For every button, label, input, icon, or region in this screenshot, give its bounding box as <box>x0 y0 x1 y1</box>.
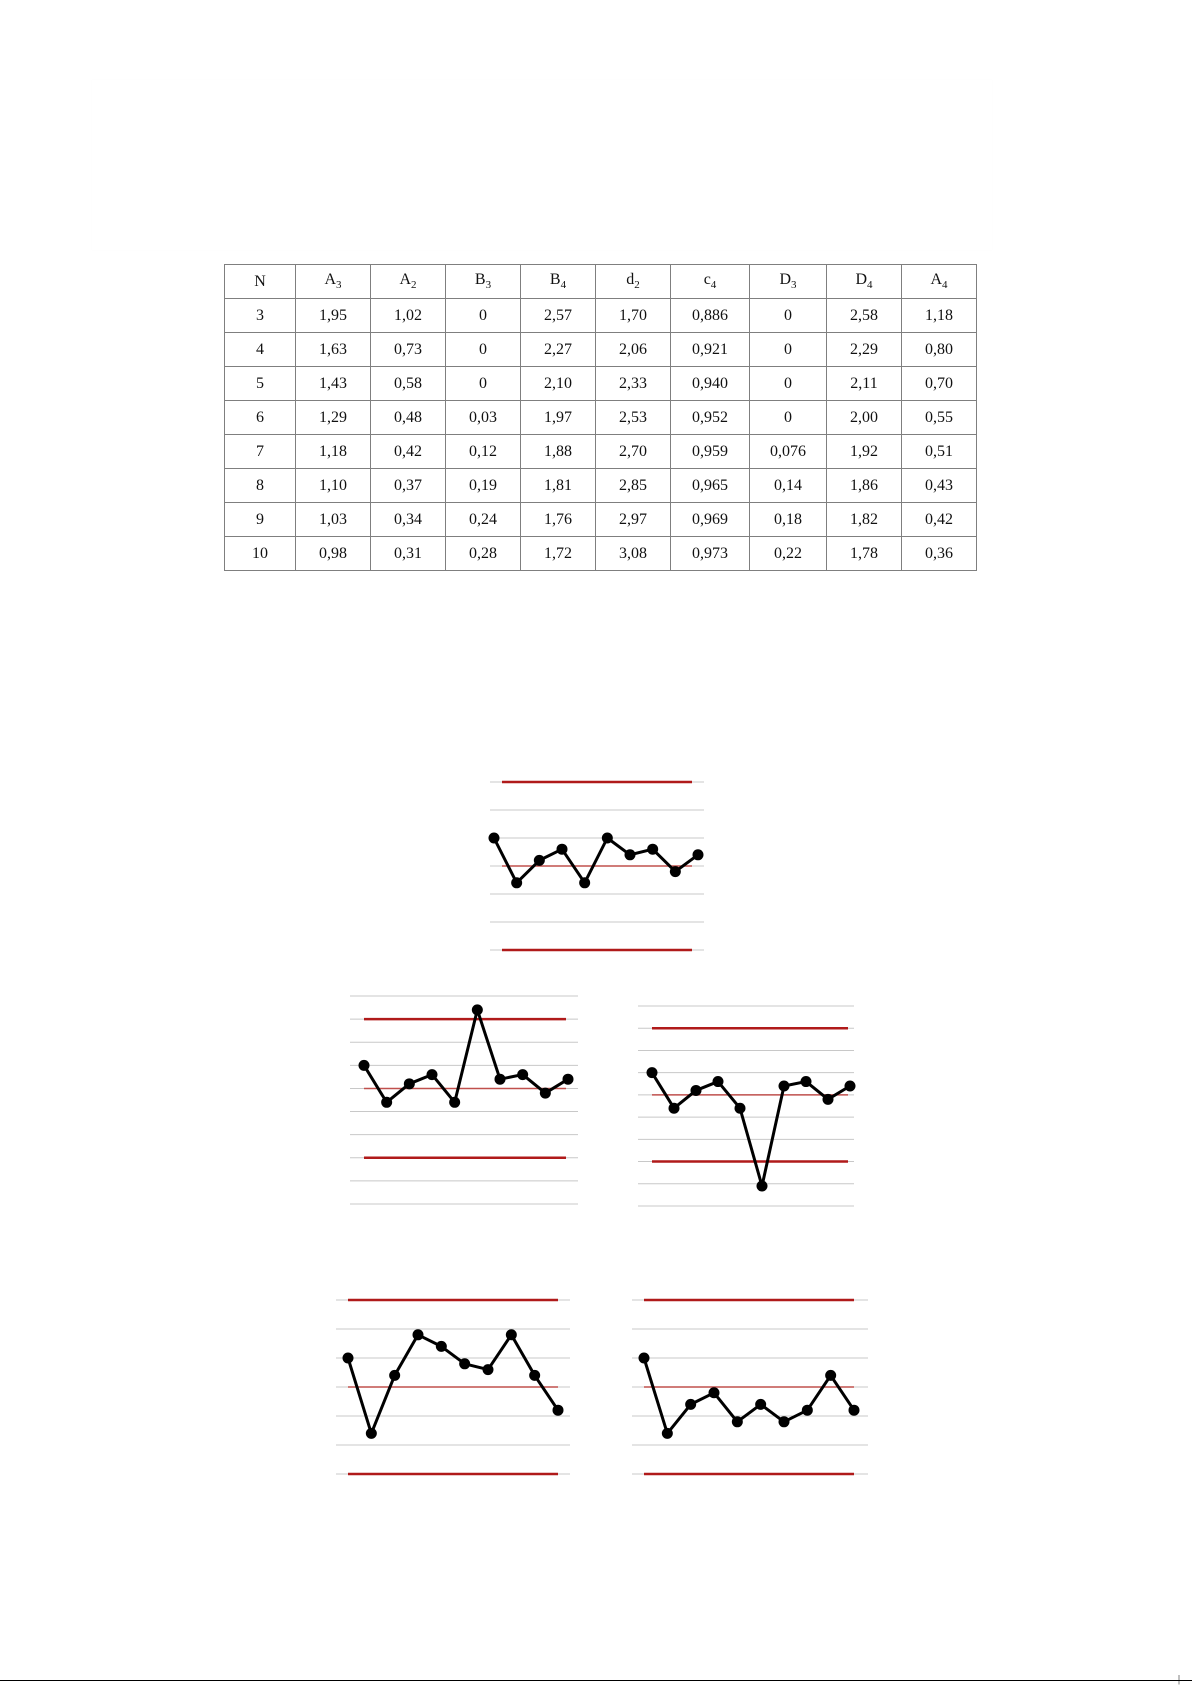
column-header-symbol: A <box>930 271 943 289</box>
data-point <box>540 1088 551 1099</box>
table-cell: 2,06 <box>596 333 671 367</box>
footer-rule <box>0 1680 1192 1681</box>
series-line <box>494 838 698 883</box>
table-row <box>225 469 977 503</box>
data-point <box>553 1405 564 1416</box>
table-cell: 0 <box>750 299 827 333</box>
column-header-subscript: 4 <box>942 279 948 292</box>
table-cell: 2,57 <box>521 299 596 333</box>
column-header-symbol: B <box>474 271 486 289</box>
data-point <box>343 1353 354 1364</box>
table-cell: 2,97 <box>596 503 671 537</box>
data-point <box>563 1074 574 1085</box>
table-cell: 0,43 <box>902 469 977 503</box>
control-chart-2 <box>350 994 578 1206</box>
table-cell: 0,076 <box>750 435 827 469</box>
table-cell: 1,18 <box>296 435 371 469</box>
data-point <box>757 1181 768 1192</box>
data-point <box>691 1085 702 1096</box>
data-point <box>506 1329 517 1340</box>
data-point <box>825 1370 836 1381</box>
series-line <box>652 1073 850 1186</box>
table-cell: 0,80 <box>902 333 977 367</box>
table-cell: 1,70 <box>596 299 671 333</box>
data-point <box>472 1004 483 1015</box>
data-point <box>669 1103 680 1114</box>
data-point <box>639 1353 650 1364</box>
table-cell: 1,29 <box>296 401 371 435</box>
table-cell: 0,952 <box>671 401 750 435</box>
table-cell: 0 <box>446 299 521 333</box>
column-header <box>225 265 296 299</box>
control-chart-4 <box>336 1298 570 1476</box>
table-cell: 1,10 <box>296 469 371 503</box>
data-point <box>801 1076 812 1087</box>
table-cell: 8 <box>225 469 296 503</box>
data-point <box>755 1399 766 1410</box>
column-header-subscript: 3 <box>485 279 492 292</box>
column-header <box>296 265 371 299</box>
table-cell: 0,940 <box>671 367 750 401</box>
data-point <box>845 1081 856 1092</box>
table-cell: 1,02 <box>371 299 446 333</box>
data-point <box>495 1074 506 1085</box>
data-point <box>647 1067 658 1078</box>
page-mark: | <box>1178 1674 1181 1685</box>
table-cell: 4 <box>225 333 296 367</box>
table-cell: 0,58 <box>371 367 446 401</box>
column-header-symbol: A <box>324 271 337 289</box>
table-cell: 0,03 <box>446 401 521 435</box>
series-line <box>348 1335 558 1434</box>
column-header-symbol: c <box>703 271 711 289</box>
table-cell: 0,886 <box>671 299 750 333</box>
column-header-subscript: 3 <box>336 279 342 292</box>
table-cell: 2,10 <box>521 367 596 401</box>
table-row <box>225 367 977 401</box>
table-cell: 2,27 <box>521 333 596 367</box>
table-cell: 3,08 <box>596 537 671 571</box>
data-point <box>404 1078 415 1089</box>
data-point <box>735 1103 746 1114</box>
column-header-symbol: B <box>549 271 561 289</box>
data-point <box>381 1097 392 1108</box>
data-point <box>517 1069 528 1080</box>
table-cell: 2,85 <box>596 469 671 503</box>
table-cell: 1,72 <box>521 537 596 571</box>
column-header <box>596 265 671 299</box>
table-cell: 0,51 <box>902 435 977 469</box>
table-cell: 0,70 <box>902 367 977 401</box>
table-cell: 1,97 <box>521 401 596 435</box>
control-chart-5 <box>632 1298 868 1476</box>
table-cell: 0,48 <box>371 401 446 435</box>
table-header-row <box>225 265 977 299</box>
column-header-symbol: A <box>399 271 412 289</box>
redacted-text-block <box>92 80 992 250</box>
control-chart-4-plot <box>336 1298 570 1476</box>
table-cell: 0,973 <box>671 537 750 571</box>
column-header <box>446 265 521 299</box>
data-point <box>511 877 522 888</box>
table-cell: 0,31 <box>371 537 446 571</box>
table-cell: 0,14 <box>750 469 827 503</box>
table-cell: 0 <box>750 401 827 435</box>
table-cell: 0,24 <box>446 503 521 537</box>
data-point <box>359 1060 370 1071</box>
data-point <box>732 1416 743 1427</box>
table-cell: 0,22 <box>750 537 827 571</box>
table-cell: 0 <box>446 367 521 401</box>
table-cell: 2,11 <box>827 367 902 401</box>
data-point <box>647 844 658 855</box>
table-cell: 7 <box>225 435 296 469</box>
table-cell: 1,18 <box>902 299 977 333</box>
data-point <box>436 1341 447 1352</box>
table-cell: 0,965 <box>671 469 750 503</box>
table-cell: 1,81 <box>521 469 596 503</box>
data-point <box>534 855 545 866</box>
column-header <box>371 265 446 299</box>
data-point <box>389 1370 400 1381</box>
table-cell: 2,53 <box>596 401 671 435</box>
table-cell: 0,921 <box>671 333 750 367</box>
data-point <box>693 849 704 860</box>
table-cell: 0,42 <box>902 503 977 537</box>
table-cell: 1,82 <box>827 503 902 537</box>
data-point <box>779 1081 790 1092</box>
table-cell: 1,88 <box>521 435 596 469</box>
data-point <box>823 1094 834 1105</box>
table-cell: 1,43 <box>296 367 371 401</box>
column-header-subscript: 4 <box>710 279 717 292</box>
table-cell: 6 <box>225 401 296 435</box>
data-point <box>625 849 636 860</box>
data-point <box>489 833 500 844</box>
table-cell: 0,28 <box>446 537 521 571</box>
table-cell: 10 <box>225 537 296 571</box>
table-row <box>225 333 977 367</box>
table-row <box>225 503 977 537</box>
table-cell: 1,78 <box>827 537 902 571</box>
control-chart-1-plot <box>490 780 704 952</box>
data-point <box>413 1329 424 1340</box>
table-cell: 0,959 <box>671 435 750 469</box>
data-point <box>427 1069 438 1080</box>
data-point <box>779 1416 790 1427</box>
data-point <box>849 1405 860 1416</box>
column-header-subscript: 2 <box>634 279 640 292</box>
table-cell: 5 <box>225 367 296 401</box>
column-header <box>521 265 596 299</box>
table-cell: 0,34 <box>371 503 446 537</box>
table-cell: 0,37 <box>371 469 446 503</box>
control-chart-5-plot <box>632 1298 868 1476</box>
table-cell: 0,98 <box>296 537 371 571</box>
column-header-symbol: D <box>855 271 868 289</box>
control-chart-coefficients-table <box>224 264 977 571</box>
table-row <box>225 401 977 435</box>
table-cell: 0,12 <box>446 435 521 469</box>
table-cell: 0,36 <box>902 537 977 571</box>
table-cell: 2,29 <box>827 333 902 367</box>
table-cell: 9 <box>225 503 296 537</box>
data-point <box>483 1364 494 1375</box>
table-row <box>225 435 977 469</box>
table-cell: 0 <box>446 333 521 367</box>
table-cell: 0,42 <box>371 435 446 469</box>
data-point <box>579 877 590 888</box>
data-point <box>529 1370 540 1381</box>
table-cell: 1,76 <box>521 503 596 537</box>
table-cell: 2,33 <box>596 367 671 401</box>
data-point <box>670 866 681 877</box>
series-line <box>644 1358 854 1433</box>
column-header-subscript: 3 <box>791 279 797 292</box>
column-header <box>671 265 750 299</box>
data-point <box>449 1097 460 1108</box>
data-point <box>713 1076 724 1087</box>
table-cell: 1,03 <box>296 503 371 537</box>
control-chart-1 <box>490 780 704 952</box>
data-point <box>709 1387 720 1398</box>
column-header <box>750 265 827 299</box>
column-header-symbol: d <box>626 271 635 289</box>
column-header <box>827 265 902 299</box>
table-cell: 2,58 <box>827 299 902 333</box>
data-point <box>366 1428 377 1439</box>
table-row <box>225 537 977 571</box>
table-cell: 1,95 <box>296 299 371 333</box>
table-cell: 1,86 <box>827 469 902 503</box>
control-chart-2-plot <box>350 994 578 1206</box>
data-point <box>685 1399 696 1410</box>
data-point <box>557 844 568 855</box>
table-cell: 0,55 <box>902 401 977 435</box>
table-cell: 1,63 <box>296 333 371 367</box>
column-header-subscript: 2 <box>411 279 417 292</box>
control-chart-3 <box>638 1004 854 1208</box>
table-cell: 1,92 <box>827 435 902 469</box>
column-header-subscript: 4 <box>560 279 567 292</box>
table-cell: 0,18 <box>750 503 827 537</box>
column-header-symbol: D <box>779 271 792 289</box>
table-cell: 0 <box>750 333 827 367</box>
column-header <box>902 265 977 299</box>
column-header-symbol: N <box>254 272 266 290</box>
data-point <box>459 1358 470 1369</box>
table-cell: 0 <box>750 367 827 401</box>
control-chart-3-plot <box>638 1004 854 1208</box>
table-cell: 2,70 <box>596 435 671 469</box>
data-point <box>662 1428 673 1439</box>
table-row <box>225 299 977 333</box>
data-point <box>802 1405 813 1416</box>
table-cell: 0,969 <box>671 503 750 537</box>
column-header-subscript: 4 <box>867 279 873 292</box>
table-cell: 0,19 <box>446 469 521 503</box>
table-cell: 0,73 <box>371 333 446 367</box>
table-cell: 3 <box>225 299 296 333</box>
table-cell: 2,00 <box>827 401 902 435</box>
data-point <box>602 833 613 844</box>
